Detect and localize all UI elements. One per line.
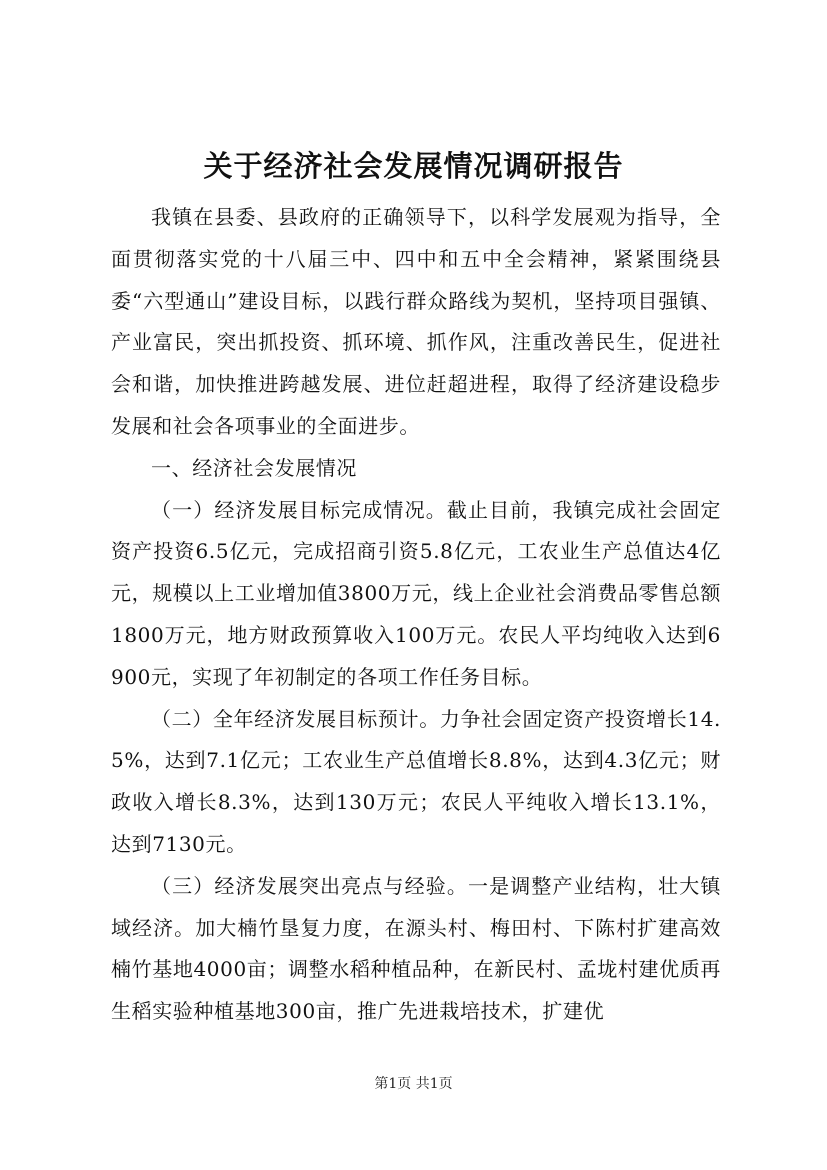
document-body: [111, 197, 721, 1033]
intro-paragraph: 我镇在县委、县政府的正确领导下，以科学发展观为指导，全面贯彻落实党的十八届三中、四中和五中全会精神，紧紧围绕县委“六型通山”建设目标，以践行群众路线为契机，坚持项目强镇、产业富民，突出抓投资、抓环境、抓作风，注重改善民生，促进社会和谐，加快推进跨越发展、进位赶超进程，取得了经济建设稳步发展和社会各项事业的全面进步。: [111, 205, 721, 438]
paragraph-highlights: （三）经济发展突出亮点与经验。一是调整产业结构，壮大镇域经济。加大楠竹垦复力度，在源头村、梅田村、下陈村扩建高效楠竹基地4000亩；调整水稻种植品种，在新民村、孟垅村建优质再生稻实验种植基地300亩，推广先进栽培技术，扩建优: [111, 873, 721, 1024]
section-heading: 一、经济社会发展情况: [151, 455, 357, 480]
paragraph-annual-forecast: （二）全年经济发展目标预计。力争社会固定资产投资增长14.5%，达到7.1亿元；工农业生产总值增长8.8%，达到4.3亿元；财政收入增长8.3%，达到130万元；农民人平纯收入增长13.1%，达到7130元。: [111, 706, 721, 856]
page-footer: 第1页 共1页: [374, 1076, 453, 1092]
paragraph-targets-completed: （一）经济发展目标完成情况。截止目前，我镇完成社会固定资产投资6.5亿元，完成招商引资5.8亿元，工农业生产总值达4亿元，规模以上工业增加值3800万元，线上企业社会消费品零售总额1800万元，地方财政预算收入100万元。农民人平均纯收入达到6900元，实现了年初制定的各项工作任务目标。: [111, 497, 721, 689]
document-title: 关于经济社会发展情况调研报告: [203, 149, 624, 183]
